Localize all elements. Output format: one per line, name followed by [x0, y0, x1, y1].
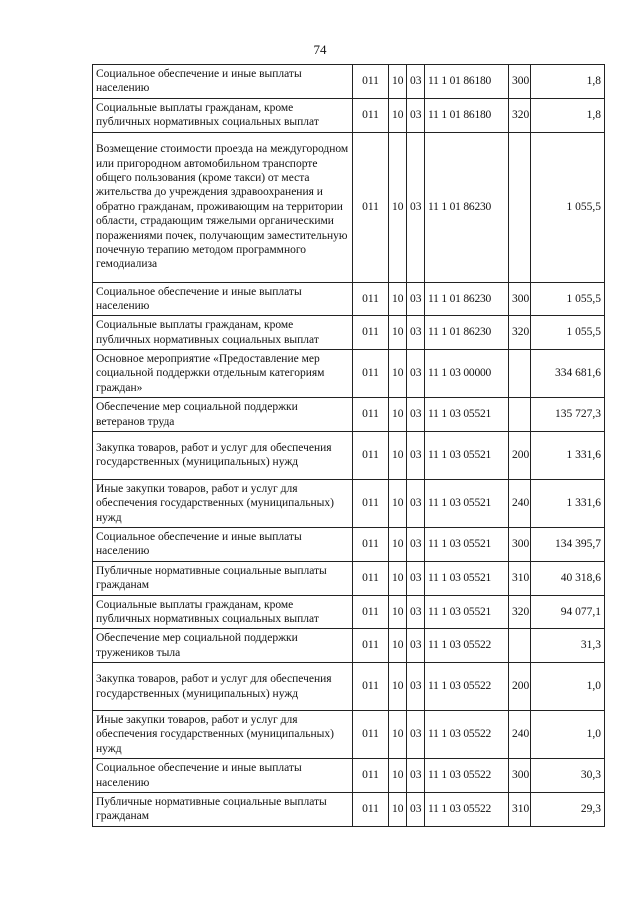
row-sum: 94 077,1	[531, 595, 605, 629]
row-section: 10	[389, 792, 407, 826]
row-expense-type: 300	[509, 528, 531, 562]
row-expense-type: 320	[509, 316, 531, 350]
row-name: Публичные нормативные социальные выплаты гражданам	[93, 561, 353, 595]
row-expense-type: 310	[509, 561, 531, 595]
row-subsection: 03	[407, 431, 425, 479]
row-ministry-code: 011	[353, 65, 389, 99]
row-ministry-code: 011	[353, 629, 389, 663]
row-name: Социальные выплаты гражданам, кроме публичных нормативных социальных выплат	[93, 316, 353, 350]
row-name: Социальные выплаты гражданам, кроме публичных нормативных социальных выплат	[93, 98, 353, 132]
row-ministry-code: 011	[353, 98, 389, 132]
row-expense-type: 200	[509, 663, 531, 711]
row-name: Социальные выплаты гражданам, кроме публичных нормативных социальных выплат	[93, 595, 353, 629]
row-subsection: 03	[407, 479, 425, 527]
row-section: 10	[389, 431, 407, 479]
row-target-code: 11 1 03 05522	[425, 663, 509, 711]
row-expense-type: 240	[509, 711, 531, 759]
row-expense-type	[509, 629, 531, 663]
row-sum: 40 318,6	[531, 561, 605, 595]
row-target-code: 11 1 03 05522	[425, 711, 509, 759]
row-ministry-code: 011	[353, 479, 389, 527]
row-expense-type: 300	[509, 282, 531, 316]
row-name: Социальное обеспечение и иные выплаты населению	[93, 528, 353, 562]
row-section: 10	[389, 98, 407, 132]
row-ministry-code: 011	[353, 561, 389, 595]
table-row	[93, 398, 605, 432]
row-section: 10	[389, 629, 407, 663]
row-expense-type: 320	[509, 595, 531, 629]
row-ministry-code: 011	[353, 711, 389, 759]
row-ministry-code: 011	[353, 759, 389, 793]
row-ministry-code: 011	[353, 398, 389, 432]
row-expense-type	[509, 398, 531, 432]
row-ministry-code: 011	[353, 282, 389, 316]
row-subsection: 03	[407, 282, 425, 316]
row-sum: 1 055,5	[531, 316, 605, 350]
row-sum: 1 331,6	[531, 431, 605, 479]
row-subsection: 03	[407, 711, 425, 759]
row-section: 10	[389, 132, 407, 282]
row-sum: 1,8	[531, 65, 605, 99]
row-ministry-code: 011	[353, 316, 389, 350]
row-expense-type	[509, 132, 531, 282]
row-subsection: 03	[407, 561, 425, 595]
row-sum: 1,0	[531, 711, 605, 759]
row-target-code: 11 1 03 05522	[425, 792, 509, 826]
table-row	[93, 528, 605, 562]
row-name: Обеспечение мер социальной поддержки ветеранов труда	[93, 398, 353, 432]
row-target-code: 11 1 01 86180	[425, 65, 509, 99]
table-row	[93, 595, 605, 629]
row-section: 10	[389, 316, 407, 350]
row-sum: 1,8	[531, 98, 605, 132]
row-subsection: 03	[407, 663, 425, 711]
row-subsection: 03	[407, 350, 425, 398]
row-target-code: 11 1 03 05521	[425, 479, 509, 527]
row-section: 10	[389, 479, 407, 527]
table-row	[93, 282, 605, 316]
row-section: 10	[389, 350, 407, 398]
table-row	[93, 561, 605, 595]
row-name: Основное мероприятие «Предоставление мер социальной поддержки отдельным категориям граждан»	[93, 350, 353, 398]
row-name: Социальное обеспечение и иные выплаты населению	[93, 282, 353, 316]
row-name: Обеспечение мер социальной поддержки тружеников тыла	[93, 629, 353, 663]
table-row	[93, 663, 605, 711]
row-subsection: 03	[407, 398, 425, 432]
table-row	[93, 479, 605, 527]
row-target-code: 11 1 03 05521	[425, 528, 509, 562]
row-name: Закупка товаров, работ и услуг для обеспечения государственных (муниципальных) нужд	[93, 663, 353, 711]
table-row	[93, 132, 605, 282]
row-name: Социальное обеспечение и иные выплаты населению	[93, 65, 353, 99]
row-target-code: 11 1 01 86230	[425, 282, 509, 316]
row-target-code: 11 1 03 05521	[425, 431, 509, 479]
page-number: 74	[313, 42, 327, 57]
row-ministry-code: 011	[353, 595, 389, 629]
row-name: Возмещение стоимости проезда на междугородном или пригородном автомобильном транспорте общего пользования (кроме такси) от места жительства до учреждения здравоохранения и обратно гражданам, проживающим на территории области, страдающим тяжелыми органическими поражениями почек, получающим заместительную почечную терапию методом программного гемодиализа	[93, 132, 353, 282]
row-subsection: 03	[407, 98, 425, 132]
row-sum: 135 727,3	[531, 398, 605, 432]
row-sum: 1 331,6	[531, 479, 605, 527]
row-sum: 29,3	[531, 792, 605, 826]
row-target-code: 11 1 03 05522	[425, 629, 509, 663]
table-row	[93, 431, 605, 479]
row-expense-type: 300	[509, 759, 531, 793]
row-ministry-code: 011	[353, 132, 389, 282]
row-name: Иные закупки товаров, работ и услуг для обеспечения государственных (муниципальных) нужд	[93, 479, 353, 527]
row-target-code: 11 1 03 05521	[425, 595, 509, 629]
row-expense-type: 320	[509, 98, 531, 132]
row-section: 10	[389, 282, 407, 316]
row-subsection: 03	[407, 792, 425, 826]
row-ministry-code: 011	[353, 350, 389, 398]
row-ministry-code: 011	[353, 431, 389, 479]
row-target-code: 11 1 03 05521	[425, 561, 509, 595]
row-expense-type	[509, 350, 531, 398]
row-sum: 134 395,7	[531, 528, 605, 562]
row-section: 10	[389, 595, 407, 629]
row-name: Публичные нормативные социальные выплаты гражданам	[93, 792, 353, 826]
row-subsection: 03	[407, 595, 425, 629]
row-section: 10	[389, 663, 407, 711]
table-row	[93, 629, 605, 663]
row-name: Социальное обеспечение и иные выплаты населению	[93, 759, 353, 793]
row-expense-type: 310	[509, 792, 531, 826]
table-body	[93, 65, 605, 827]
row-sum: 1,0	[531, 663, 605, 711]
row-subsection: 03	[407, 528, 425, 562]
row-target-code: 11 1 03 05522	[425, 759, 509, 793]
table-row	[93, 759, 605, 793]
table-row	[93, 98, 605, 132]
table-row	[93, 711, 605, 759]
budget-table	[92, 64, 605, 827]
row-sum: 30,3	[531, 759, 605, 793]
table-row	[93, 316, 605, 350]
row-section: 10	[389, 398, 407, 432]
row-ministry-code: 011	[353, 663, 389, 711]
row-target-code: 11 1 01 86180	[425, 98, 509, 132]
row-sum: 1 055,5	[531, 282, 605, 316]
row-subsection: 03	[407, 629, 425, 663]
row-sum: 1 055,5	[531, 132, 605, 282]
row-target-code: 11 1 03 05521	[425, 398, 509, 432]
row-subsection: 03	[407, 316, 425, 350]
row-section: 10	[389, 528, 407, 562]
row-ministry-code: 011	[353, 792, 389, 826]
row-subsection: 03	[407, 132, 425, 282]
row-sum: 334 681,6	[531, 350, 605, 398]
row-ministry-code: 011	[353, 528, 389, 562]
row-section: 10	[389, 711, 407, 759]
row-target-code: 11 1 03 00000	[425, 350, 509, 398]
row-sum: 31,3	[531, 629, 605, 663]
table-row	[93, 350, 605, 398]
row-name: Закупка товаров, работ и услуг для обеспечения государственных (муниципальных) нужд	[93, 431, 353, 479]
row-target-code: 11 1 01 86230	[425, 316, 509, 350]
row-expense-type: 300	[509, 65, 531, 99]
row-target-code: 11 1 01 86230	[425, 132, 509, 282]
row-expense-type: 240	[509, 479, 531, 527]
table-row	[93, 792, 605, 826]
row-section: 10	[389, 561, 407, 595]
row-section: 10	[389, 65, 407, 99]
row-subsection: 03	[407, 759, 425, 793]
table-row	[93, 65, 605, 99]
row-expense-type: 200	[509, 431, 531, 479]
row-name: Иные закупки товаров, работ и услуг для обеспечения государственных (муниципальных) нужд	[93, 711, 353, 759]
row-section: 10	[389, 759, 407, 793]
row-subsection: 03	[407, 65, 425, 99]
